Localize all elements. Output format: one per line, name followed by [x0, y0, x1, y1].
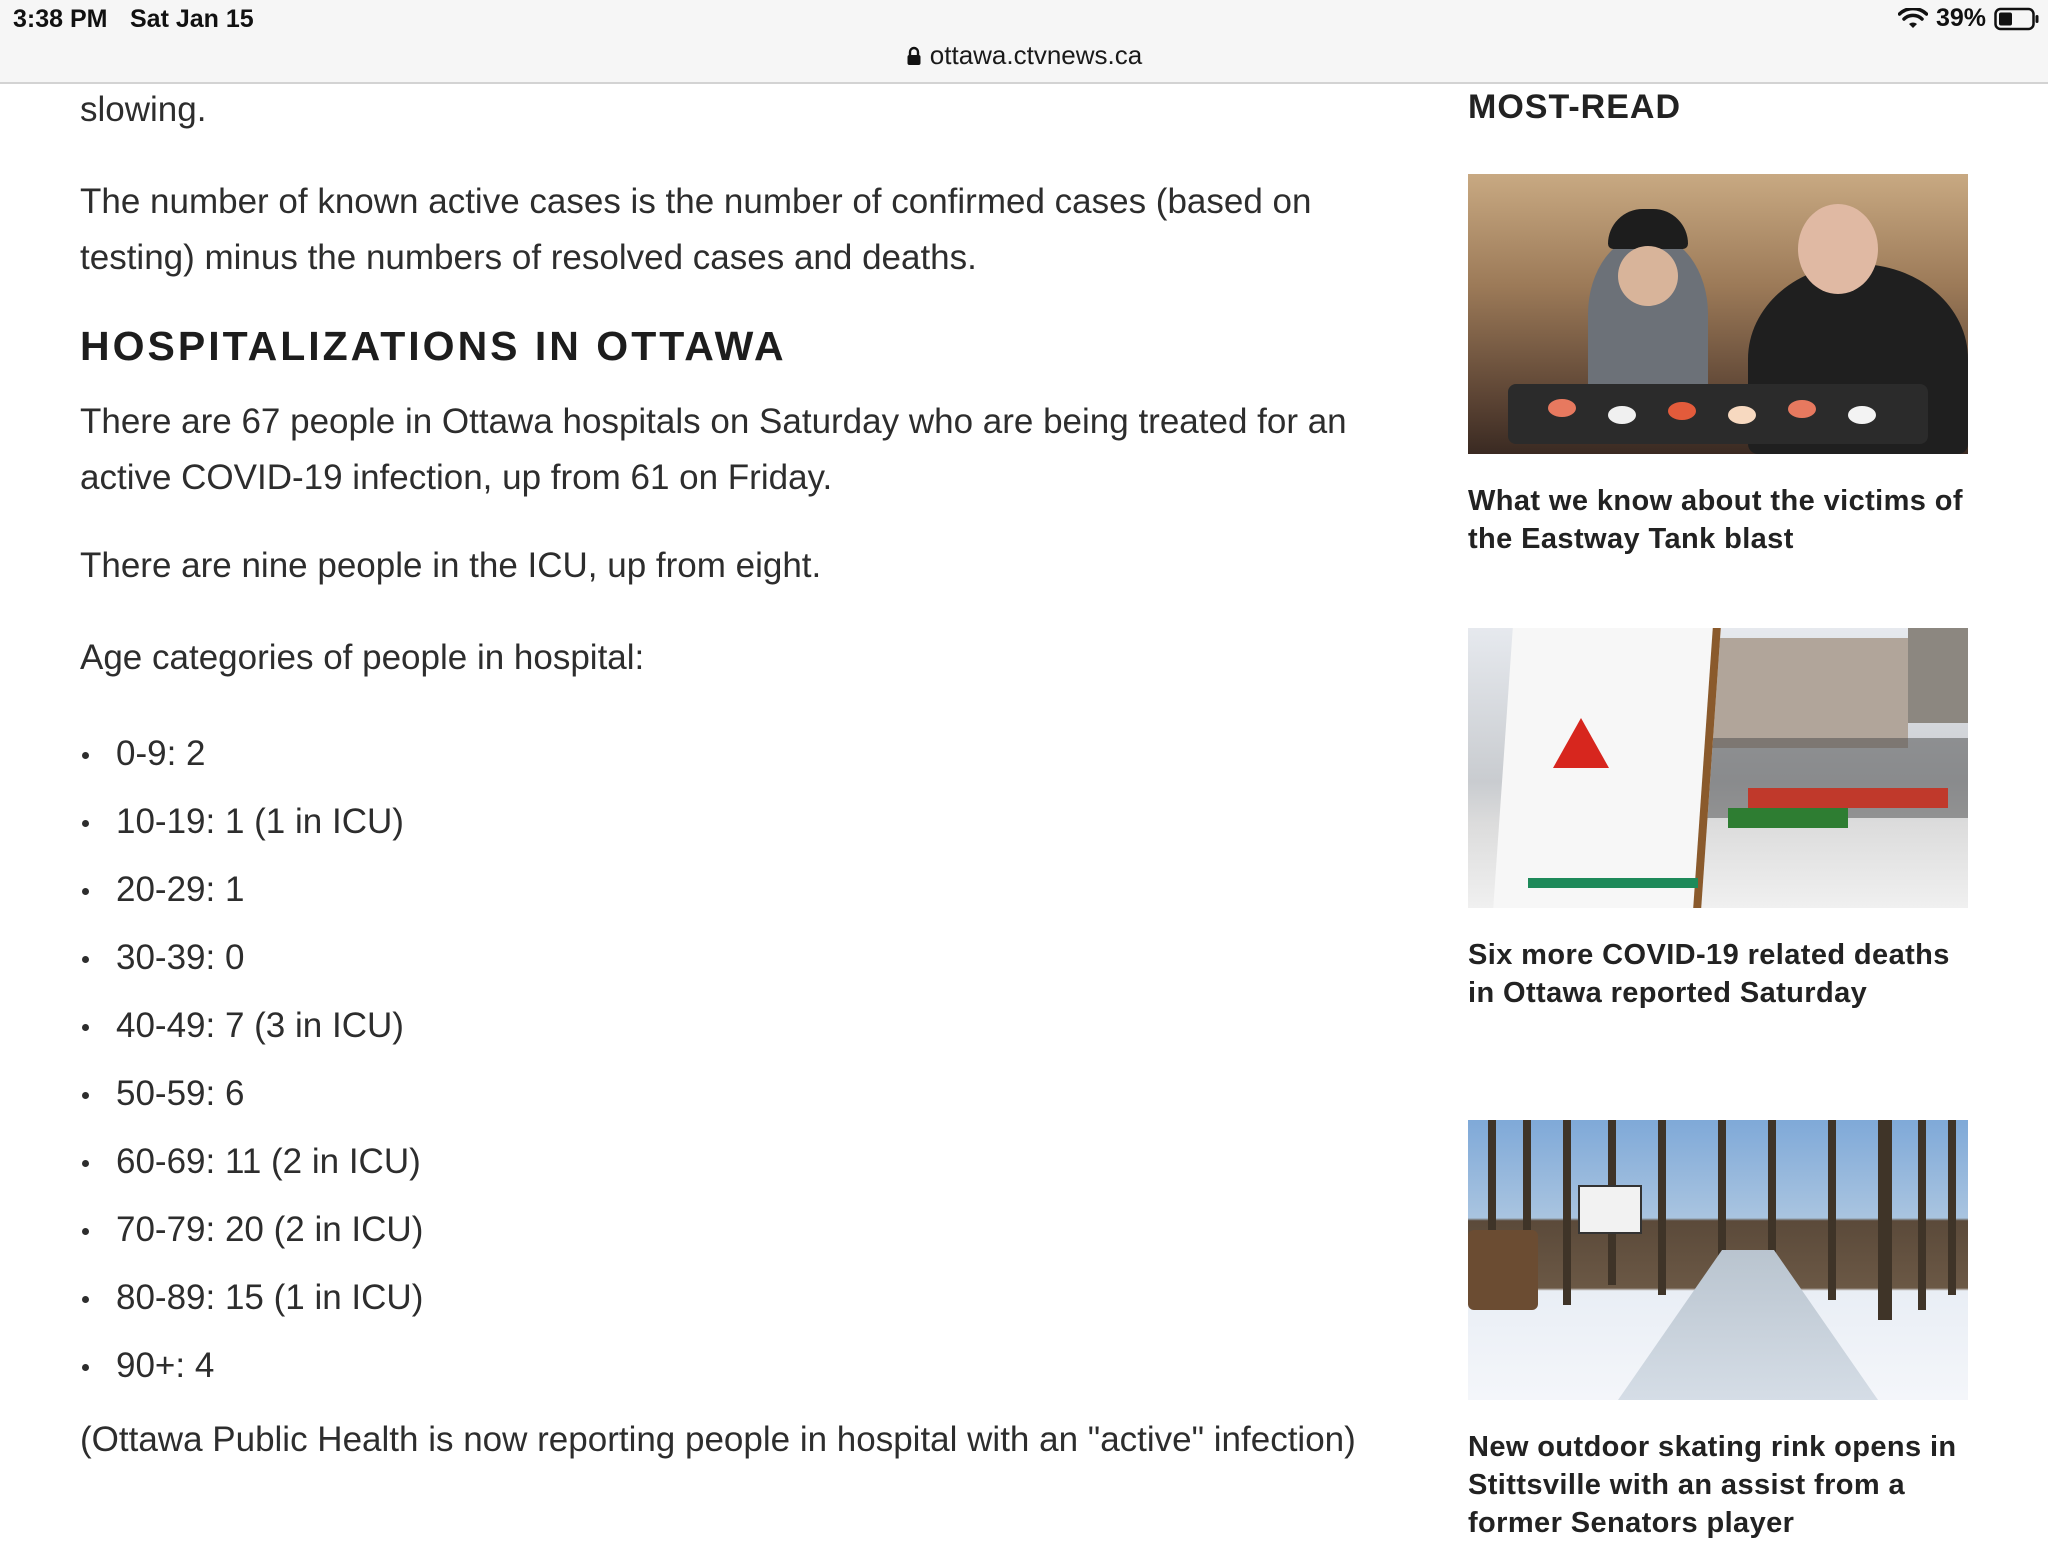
- most-read-card[interactable]: [1468, 174, 1968, 558]
- most-read-card[interactable]: [1468, 628, 1968, 1012]
- article-paragraph-age-intro: Age categories of people in hospital:: [80, 638, 645, 677]
- list-item: 80-89: 15 (1 in ICU): [80, 1264, 423, 1332]
- card-headline[interactable]: What we know about the victims of the Eastway Tank blast: [1468, 485, 1963, 555]
- age-category-list: [80, 720, 423, 1400]
- lock-icon: [906, 46, 922, 66]
- article-paragraph-hospital: There are 67 people in Ottawa hospitals on Saturday who are being treated for an active COVID-19 infection, up from 61 on Friday.: [80, 402, 1347, 497]
- article-paragraph-active-cases: The number of known active cases is the number of confirmed cases (based on testing) minus the numbers of resolved cases and deaths.: [80, 182, 1312, 277]
- warning-sign: [1493, 628, 1721, 908]
- status-indicators: [1898, 4, 2040, 33]
- list-item: 0-9: 2: [80, 720, 423, 788]
- most-read-card[interactable]: [1468, 1120, 1968, 1542]
- sidebar-title: MOST-READ: [1468, 88, 1681, 126]
- article-paragraph-fragment: slowing.: [80, 90, 207, 129]
- article-thumbnail-image[interactable]: [1468, 1120, 1968, 1400]
- list-item: 40-49: 7 (3 in ICU): [80, 992, 423, 1060]
- url-text[interactable]: ottawa.ctvnews.ca: [929, 40, 1143, 70]
- list-item: 90+: 4: [80, 1332, 423, 1400]
- section-heading-hospitalizations: HOSPITALIZATIONS IN OTTAWA: [80, 323, 787, 369]
- list-item: 20-29: 1: [80, 856, 423, 924]
- article-thumbnail-image[interactable]: [1468, 174, 1968, 454]
- article-paragraph-icu: There are nine people in the ICU, up from eight.: [80, 546, 822, 585]
- list-item: 60-69: 11 (2 in ICU): [80, 1128, 423, 1196]
- battery-icon: [1994, 7, 2040, 31]
- browser-status-bar: [0, 0, 2048, 84]
- list-item: 70-79: 20 (2 in ICU): [80, 1196, 423, 1264]
- list-item: 10-19: 1 (1 in ICU): [80, 788, 423, 856]
- article-thumbnail-image[interactable]: [1468, 628, 1968, 908]
- battery-percent: 39%: [1935, 4, 1986, 32]
- card-headline[interactable]: Six more COVID-19 related deaths in Ottawa reported Saturday: [1468, 939, 1950, 1009]
- list-item: 30-39: 0: [80, 924, 423, 992]
- status-date: Sat Jan 15: [130, 5, 254, 33]
- article-paragraph-note: (Ottawa Public Health is now reporting people in hospital with an "active" infection): [80, 1420, 1356, 1459]
- status-time: 3:38 PM: [13, 5, 108, 33]
- address-bar[interactable]: [0, 40, 2048, 71]
- card-headline[interactable]: New outdoor skating rink opens in Stittsville with an assist from a former Senators player: [1468, 1431, 1957, 1539]
- list-item: 50-59: 6: [80, 1060, 423, 1128]
- wifi-icon: [1898, 8, 1928, 30]
